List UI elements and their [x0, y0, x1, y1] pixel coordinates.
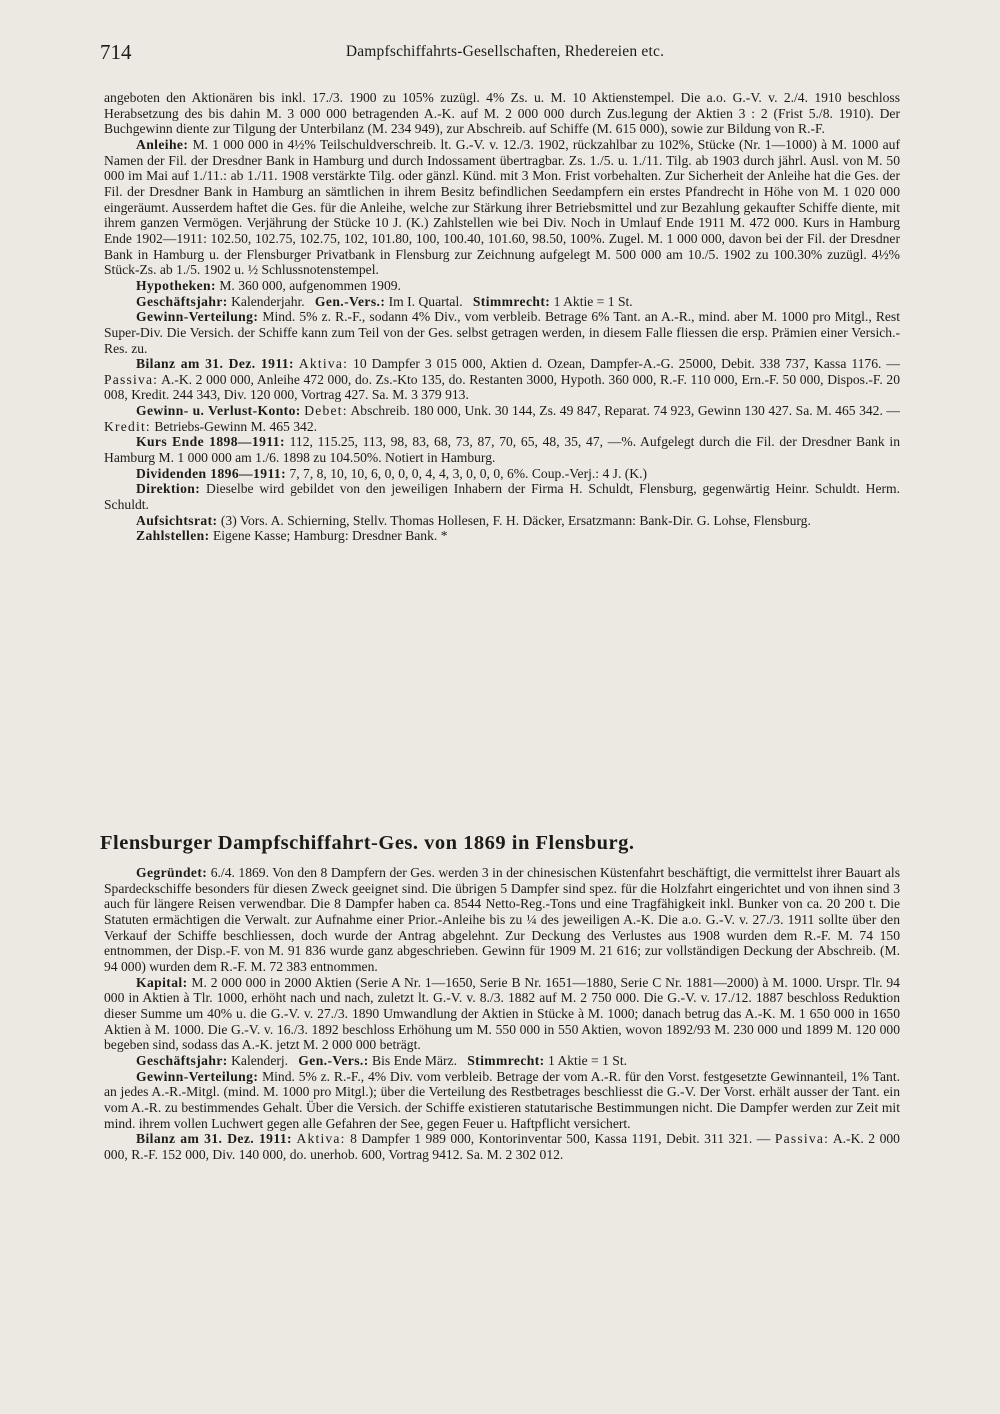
kapital-text: M. 2 000 000 in 2000 Aktien (Serie A Nr. 1—1650, Serie B Nr. 1651—1880, Serie C Nr. 1881—2000) à M. 1000. Urspr. Tlr. 94 000 in Aktien à Tlr. 1000, erhöht nach und nach, zuletzt lt. G.-V. v. 8./3. 1882 auf M. 2 750 000. Die G.-V. v. 17./12. 1887 beschloss Reduktion dieser Summe um 40% u. die G.-V. v. 27./3. 1890 Umwandlung der Aktien in Stücke à M. 1000; danach betrug das A.-K. M. 1 650 000 in 1650 Aktien à M. 1000. Die G.-V. v. 16./3. 1892 beschloss Erhöhung um M. 550 000 in 550 Aktien, wovon 1892/93 M. 230 000 und 1899 M. 120 000 begeben sind, sodass das A.-K. jetzt M. 2 000 000 beträgt. — [104, 974, 900, 1053]
running-title: Dampfschiffahrts-Gesellschaften, Rhedereien etc. — [345, 43, 665, 60]
hypotheken-text: M. 360 000, aufgenommen 1909. — [219, 277, 401, 293]
stimmrecht-label: Stimmrecht: — [472, 293, 551, 309]
bilanz-paragraph — [104, 356, 900, 403]
anleihe-paragraph — [104, 137, 900, 278]
gewinn-verteilung2-paragraph — [104, 1069, 900, 1132]
kurs-label: Kurs Ende 1898—1911: — [136, 434, 285, 450]
hypotheken-paragraph — [104, 278, 900, 294]
stimmrecht2-label: Stimmrecht: — [467, 1052, 545, 1068]
guv-paragraph — [104, 403, 900, 434]
zahlstellen-paragraph — [104, 528, 900, 544]
dividenden-label: Dividenden 1896—1911: — [136, 465, 287, 481]
passiva2-label: Passiva: — [774, 1131, 830, 1147]
intro-paragraph: angeboten den Aktionären bis inkl. 17./3. 1900 zu 105% zuzügl. 4% Zs. u. M. 10 Aktienstempel. Die a.o. G.-V. v. 2./4. 1910 beschloss Herabsetzung des bis dahin M. 3 000 000 betragenden A.-K. auf M. 2 000 000 durch Zus.legung der Aktien 3 : 2 (Frist 5./8. 1910). Der Buchgewinn diente zur Tilgung der Unterbilanz (M. 234 949), zur Abschreib. auf Schiffe (M. 615 000), sowie zur Bildung von R.-F. — [104, 90, 900, 137]
zahlstellen-label: Zahlstellen: — [136, 528, 210, 544]
section-flensburger-company — [100, 832, 900, 1162]
guv-label: Gewinn- u. Verlust-Konto: — [136, 403, 301, 419]
stimmrecht2-text: 1 Aktie = 1 St. — [548, 1052, 628, 1068]
gegruendet-paragraph — [104, 865, 900, 975]
page-header — [100, 40, 910, 74]
kurs-paragraph — [104, 434, 900, 465]
gegruendet-label: Gegründet: — [136, 865, 208, 880]
aufsichtsrat-paragraph — [104, 513, 900, 529]
page-number: 714 — [100, 40, 132, 64]
kapital-paragraph — [104, 975, 900, 1053]
aufsichtsrat-text: (3) Vors. A. Schierning, Stellv. Thomas Hollesen, F. H. Däcker, Ersatzmann: Bank-Dir. G. Lohse, Flensburg. — [220, 512, 811, 528]
geschaeftsjahr-label: Geschäftsjahr: — [136, 293, 228, 309]
genvers-label: Gen.-Vers.: — [314, 293, 386, 309]
kredit-label: Kredit: — [104, 418, 151, 434]
geschaeftsjahr2-paragraph — [104, 1053, 900, 1069]
gewinn-verteilung-paragraph — [104, 309, 900, 356]
aktiva2-label: Aktiva: — [296, 1131, 346, 1147]
gewinn-verteilung-label: Gewinn-Verteilung: — [136, 309, 259, 325]
anleihe-label: Anleihe: — [136, 136, 189, 152]
company-heading: Flensburger Dampfschiffahrt-Ges. von 1869 in Flensburg. — [100, 832, 635, 854]
aufsichtsrat-label: Aufsichtsrat: — [136, 512, 218, 528]
geschaeftsjahr-text: Kalenderjahr. — [231, 293, 305, 309]
dividenden-paragraph — [104, 466, 900, 482]
geschaeftsjahr-paragraph — [104, 294, 900, 310]
debet-text: Abschreib. 180 000, Unk. 30 144, Zs. 49 847, Reparat. 74 923, Gewinn 130 427. Sa. M. 465 342. — — [350, 403, 900, 419]
zahlstellen-text: Eigene Kasse; Hamburg: Dresdner Bank. * — [212, 528, 448, 544]
debet-label: Debet: — [304, 403, 348, 419]
stimmrecht-text: 1 Aktie = 1 St. — [553, 293, 633, 309]
bilanz2-label: Bilanz am 31. Dez. 1911: — [136, 1131, 292, 1147]
geschaeftsjahr2-label: Geschäftsjahr: — [136, 1052, 228, 1068]
genvers2-text: Bis Ende März. — [372, 1052, 457, 1068]
kapital-label: Kapital: — [136, 974, 188, 990]
passiva-text: A.-K. 2 000 000, Anleihe 472 000, do. Zs.-Kto 135, do. Restanten 3000, Hypoth. 360 000, R.-F. 110 000, Ern.-F. 50 000, Dispos.-F. 20 008, Kredit. 244 343, Div. 120 000, Vortrag 427. Sa. M. 3 379 913. — [104, 371, 900, 403]
aktiva-label: Aktiva: — [298, 356, 349, 372]
gegruendet-text: 6./4. 1869. Von den 8 Dampfern der Ges. werden 3 in der chinesischen Küstenfahrt beschäftigt, die vermittelst ihrer Bauart als Spardeckschiffe besonders für diesen Zweck geeignet sind. Die übrigen 5 Dampfer sind spez. für die Holzfahrt eingerichtet und von ihnen sind 3 auch für längere Reisen verwendbar. Die 8 Dampfer haben ca. 8544 Netto-Reg.-Tons und eine Tragfähigkeit inkl. Bunker von ca. 20 200 t. Die Statuten ermächtigen die Verwalt. zur Aufnahme einer Prior.-Anleihe bis zu ¼ des jeweiligen A.-K. Die a.o. G.-V. v. 27./3. 1911 sollte über den Verkauf der Schiffe beschliessen, doch wurde der Antrag abgelehnt. Zur Deckung des Verlustes aus 1908 wurden dem R.-F. M. 74 150 entnommen, der Disp.-F. von M. 91 836 wurde ganz abgeschrieben. Gewinn für 1909 M. 21 616; zur vollständigen Deckung der Abschreib. (M. 94 000) wurden dem R.-F. M. 72 383 entnommen. — [104, 865, 900, 974]
genvers2-label: Gen.-Vers.: — [298, 1052, 369, 1068]
direktion-label: Direktion: — [136, 481, 201, 497]
aktiva2-text: 8 Dampfer 1 989 000, Kontorinventar 500, Kassa 1191, Debit. 311 321. — — [350, 1131, 771, 1147]
gewinn-verteilung2-text: Mind. 5% z. R.-F., 4% Div. vom verbleib. Betrage der vom A.-R. für den Vorst. festgesetzte Gewinnanteil, 1% Tant. an jedes A.-R.-Mitgl. (mind. M. 1000 pro Mitgl.); über die Verteilung des Restbetrages beschliesst die G.-V. Der Vorst. erhält ausser der Tant. ein vom A.-R. zu bestimmendes Gehalt. Über die Versich. der Schiffe existieren statutarische Bestimmungen nicht. Die Dampfer werden zur Zeit mit mind. ihrem vollen Luchwert gegen alle Gefahren der See, gegen Feuer u. Haftpflicht versichert. — [104, 1068, 900, 1131]
direktion-text: Dieselbe wird gebildet von den jeweiligen Inhabern der Firma H. Schuldt, Flensburg, gegenwärtig Heinr. Schuldt. Herm. Schuldt. — [104, 481, 901, 513]
section-previous-company — [104, 90, 900, 544]
kredit-text: Betriebs-Gewinn M. 465 342. — [154, 418, 318, 434]
aktiva-text: 10 Dampfer 3 015 000, Aktien d. Ozean, Dampfer-A.-G. 25000, Debit. 338 737, Kassa 1176. — — [353, 356, 900, 372]
geschaeftsjahr2-text: Kalenderj. — [231, 1052, 289, 1068]
genvers-text: Im I. Quartal. — [388, 293, 463, 309]
kurs-text: 112, 115.25, 113, 98, 83, 68, 73, 87, 70, 65, 48, 35, 47, —%. Aufgelegt durch die Fil. der Dresdner Bank in Hamburg M. 1 000 000 am 1./6. 1898 zu 104.50%. Notiert in Hamburg. — [104, 434, 900, 466]
bilanz-label: Bilanz am 31. Dez. 1911: — [136, 356, 294, 372]
gewinn-verteilung-text: Mind. 5% z. R.-F., sodann 4% Div., vom verbleib. Betrage 6% Tant. an A.-R., mind. aber M. 1000 pro Mitgl., Rest Super-Div. Die Versich. der Schiffe kann zum Teil von der Ges. selbst getragen werden, in diesem Falle fliessen die ersp. Prämien einer Versich.-Res. zu. — [104, 309, 900, 356]
passiva2-text: A.-K. 2 000 000, R.-F. 152 000, Div. 140 000, do. unerhob. 600, Vortrag 9412. Sa. M. 2 302 012. — [104, 1131, 900, 1162]
gewinn-verteilung2-label: Gewinn-Verteilung: — [136, 1068, 259, 1084]
passiva-label: Passiva: — [104, 371, 159, 387]
hypotheken-label: Hypotheken: — [136, 277, 216, 293]
bilanz2-paragraph — [104, 1131, 900, 1162]
anleihe-text: M. 1 000 000 in 4½% Teilschuldverschreib. lt. G.-V. v. 12./3. 1902, rückzahlbar zu 102%, Stücke (Nr. 1—1000) à M. 1000 auf Namen der Fil. der Dresdner Bank in Hamburg und durch Indossament übertragbar. Zs. 1./5. u. 1./11. Tilg. ab 1903 durch jährl. Ausl. von M. 50 000 im Mai auf 1./11.: ab 1./11. 1908 verstärkte Tilg. oder gänzl. Künd. mit 3 Mon. Frist vorbehalten. Zur Sicherheit der Anleihe hat die Ges. der Fil. der Dresdner Bank in Hamburg an sämtlichen in ihrem Besitz befindlichen Seedampfern ein erstes Pfandrecht in Höhe von M. 1 020 000 eingeräumt. Ausserdem haftet die Ges. für die Anleihe, welche zur Stärkung ihrer Betriebsmittel und zur Bezahlung gekaufter Schiffe diente, mit ihrem ganzen Vermögen. Verjährung der Stücke 10 J. (K.) Zahlstellen wie bei Div. Noch in Umlauf Ende 1911 M. 472 000. Kurs in Hamburg Ende 1902—1911: 102.50, 102.75, 102.75, 102, 101.80, 100, 100.40, 101.60, 98.50, 100%. Zugel. M. 1 000 000, davon bei der Fil. der Dresdner Bank in Hamburg u. der Flensburger Privatbank in Flensburg zur Zeichnung aufgelegt M. 500 000 am 10./5. 1902 zu 100.30% zuzügl. 4½% Stück-Zs. ab 1./5. 1902 u. ½ Schlussnotenstempel. — [104, 136, 900, 278]
dividenden-text: 7, 7, 8, 10, 10, 6, 0, 0, 0, 4, 4, 3, 0, 0, 0, 6%. Coup.-Verj.: 4 J. (K.) — [289, 465, 648, 481]
direktion-paragraph — [104, 481, 900, 512]
